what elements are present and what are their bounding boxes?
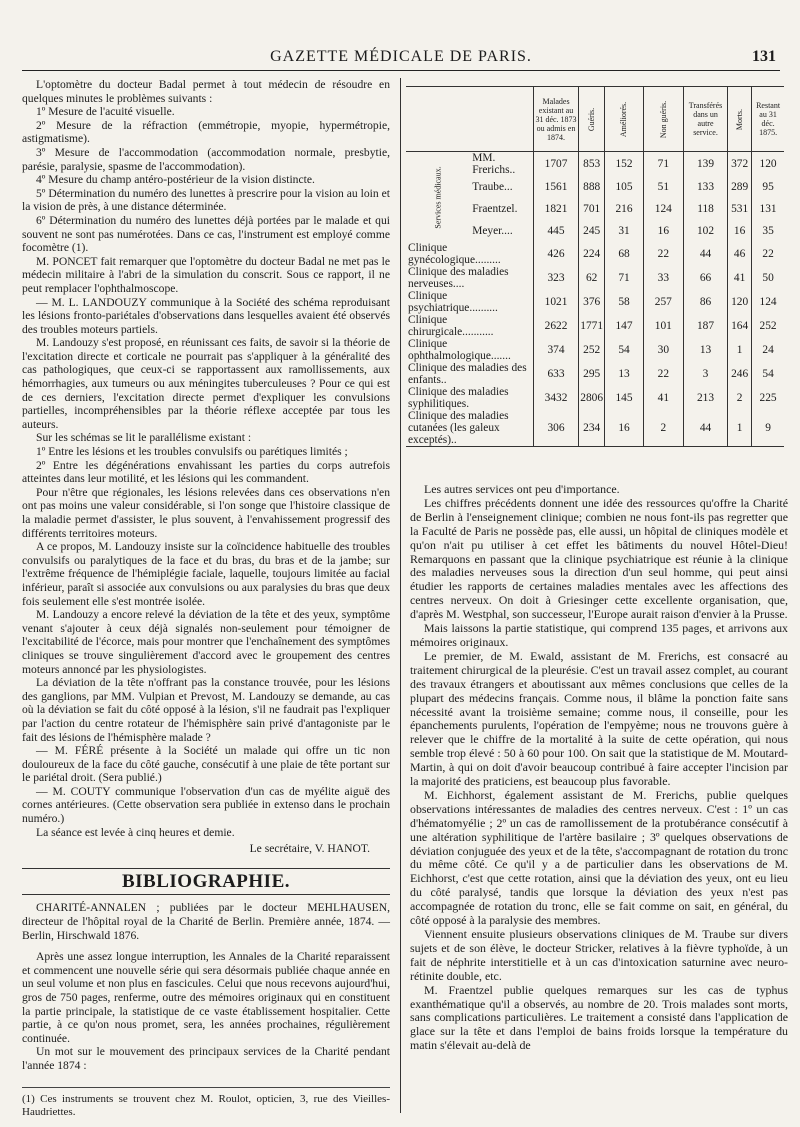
paragraph: — M. L. LANDOUZY communique à la Société des schéma reproduisant les lésions fronto-pariétales d'observations dans lesquelles avaient été observés des troubles moteurs partiels. xyxy=(22,295,390,336)
table-cell: 16 xyxy=(605,410,643,447)
table-cell: 216 xyxy=(605,198,643,220)
paragraph: 1º Entre les lésions et les troubles convulsifs ou parétiques limités ; xyxy=(36,445,348,459)
table-cell: 1 xyxy=(728,410,752,447)
table-row xyxy=(406,290,784,314)
paragraph: A ce propos, M. Landouzy insiste sur la coïncidence habituelle des troubles convulsifs ou paralytiques de la face et du bras, du bras et de la jambe; sur l'extrême fréquence de l'hémiplégie faciale, laquelle, toujours limitée au facial inférieur, paraît si associée aux convulsions ou aux paralysies du bras que deux fois seulement elle s'est montrée isolée. xyxy=(22,540,390,608)
table-cell: 213 xyxy=(684,386,728,410)
row-label: MM. Frerichs.. xyxy=(472,152,516,176)
table-cell: 41 xyxy=(728,266,752,290)
table-cell: 118 xyxy=(684,198,728,220)
paragraph: L'optomètre du docteur Badal permet à tout médecin de résoudre en quelques minutes le problèmes suivants : xyxy=(22,78,390,105)
table-cell: 2 xyxy=(728,386,752,410)
table-cell: 24 xyxy=(752,338,784,362)
paragraph: Les autres services ont peu d'importance. xyxy=(424,482,620,496)
table-row xyxy=(406,266,784,290)
table-cell: 1021 xyxy=(534,290,579,314)
table-cell: 101 xyxy=(643,314,683,338)
table-cell: 33 xyxy=(643,266,683,290)
table-cell: 426 xyxy=(534,242,579,266)
table-cell: 44 xyxy=(684,242,728,266)
row-label: Clinique ophthalmologique....... xyxy=(408,338,511,362)
table-cell: 633 xyxy=(534,362,579,386)
table-cell: 51 xyxy=(643,176,683,198)
list-item: 5º Détermination du numéro des lunettes à prescrire pour la vision au loin et la vision de près, à une distance déterminée. xyxy=(22,186,390,214)
row-label: Clinique gynécologique......... xyxy=(408,242,501,266)
table-cell: 95 xyxy=(752,176,784,198)
table-cell: 2806 xyxy=(579,386,605,410)
page-number: 131 xyxy=(752,48,776,65)
row-group-label: Services médicaux. xyxy=(433,165,443,229)
table-cell: 35 xyxy=(752,220,784,242)
table-row xyxy=(406,386,784,410)
column-divider xyxy=(400,78,401,1113)
row-label: Clinique des maladies cutanées (les galeux exceptés).. xyxy=(406,410,534,447)
paragraph: CHARITÉ-ANNALEN ; publiées par le docteur MEHLHAUSEN, directeur de l'hôpital royal de la Charité de Berlin. Première année, 1874. — Berlin, Hirschwald 1876. xyxy=(22,901,390,942)
table-cell: 62 xyxy=(579,266,605,290)
paragraph: Pour n'être que régionales, les lésions relevées dans ces observations n'en ont pas moins une valeur considérable, si l'on songe que l'histoire classique de la maladie permet d'assister, le plus souvent, à l'envahissement progressif des différents territoires moteurs. xyxy=(22,485,390,540)
paragraph: La séance est levée à cinq heures et demie. xyxy=(36,825,235,839)
table-cell: 2622 xyxy=(534,314,579,338)
table-cell: 152 xyxy=(605,152,643,177)
paragraph: M. Landouzy a encore relevé la déviation de la tête et des yeux, symptôme venant s'ajouter à ceux déjà signalés non-seulement pour témoigner de l'excitabilité de l'écorce, mais pour montrer que l'enchaînement des symptômes cliniques se trouve singulièrement d'accord avec le groupement des centres moteurs annoncé par les physiologistes. xyxy=(22,608,390,676)
row-label: Meyer.... xyxy=(472,225,513,237)
table-cell: 139 xyxy=(684,152,728,177)
table-cell: 133 xyxy=(684,176,728,198)
table-cell: 2 xyxy=(643,410,683,447)
column-header: Non guéris. xyxy=(643,87,683,152)
table-cell: 124 xyxy=(643,198,683,220)
table-cell: 120 xyxy=(728,290,752,314)
table-cell: 1561 xyxy=(534,176,579,198)
table-cell: 225 xyxy=(752,386,784,410)
table-cell: 289 xyxy=(728,176,752,198)
table-cell: 124 xyxy=(752,290,784,314)
table-cell: 16 xyxy=(728,220,752,242)
list-item: 1º Mesure de l'acuité visuelle. xyxy=(36,105,175,119)
table-cell: 295 xyxy=(579,362,605,386)
table-cell: 888 xyxy=(579,176,605,198)
table-cell: 30 xyxy=(643,338,683,362)
left-column xyxy=(22,78,390,1120)
table-cell: 66 xyxy=(684,266,728,290)
row-label: Clinique des maladies syphilitiques. xyxy=(408,386,509,410)
paragraph: Sur les schémas se lit le parallélisme existant : xyxy=(36,431,252,445)
row-label: Fraentzel. xyxy=(472,203,518,215)
table-cell: 376 xyxy=(579,290,605,314)
list-item: 2º Mesure de la réfraction (emmétropie, myopie, hypermétropie, astigmatisme). xyxy=(22,118,390,146)
table-cell: 9 xyxy=(752,410,784,447)
table-cell: 1821 xyxy=(534,198,579,220)
table-cell: 105 xyxy=(605,176,643,198)
table-cell: 374 xyxy=(534,338,579,362)
row-label: Clinique des maladies nerveuses.... xyxy=(408,266,509,290)
page-header xyxy=(22,44,780,71)
paragraph: Viennent ensuite plusieurs observations cliniques de M. Traube sur divers sujets et de son élève, le docteur Stricker, relatives à la fièvre typhoïde, à un fait de néphrite interstitielle et à un cas d'intoxication saturnine avec neuro-rétinite double, etc. xyxy=(410,927,788,983)
table-cell: 50 xyxy=(752,266,784,290)
paragraph: — M. FÉRÉ présente à la Société un malade qui offre un tic non douloureux de la face du côté gauche, consécutif à une plaie de tête portant sur le pariétal droit. (Sera publié.) xyxy=(22,744,390,785)
paragraph: Les chiffres précédents donnent une idée des ressources qu'offre la Charité de Berlin à l'enseignement clinique; combien ne nous font-ils pas regretter que la Faculté de Paris ne possède pas, elle aussi, un hôpital de cliniques modèle et qu'on n'ait pu utiliser à cet effet les bâtiments du nouvel Hôtel-Dieu! Remarquons en passant que la clinique psychiatrique est réunie à la clinique des maladies nerveuses sous la direction d'un seul homme, qui peut ainsi étudier les rapports de certaines maladies mentales avec les affections des centres nerveux. On doit à Griesinger cette excellente organisation, que, d'après M. Westphal, son successeur, l'Europe aurait raison d'envier à la Prusse. xyxy=(410,495,788,622)
table-cell: 54 xyxy=(752,362,784,386)
table-cell: 120 xyxy=(752,152,784,177)
table-row xyxy=(406,410,784,447)
row-label: Clinique chirurgicale........... xyxy=(408,314,494,338)
table-cell: 245 xyxy=(579,220,605,242)
table-cell: 1707 xyxy=(534,152,579,177)
table-cell: 16 xyxy=(643,220,683,242)
table-cell: 187 xyxy=(684,314,728,338)
statistics-table xyxy=(406,86,784,447)
paragraph: Après une assez longue interruption, les Annales de la Charité reparaissent et commencent une nouvelle série qui sera désormais publiée chaque année en un seul volume et non plus en fascicules. Celui que nous recevons aujourd'hui, gros de 750 pages, renferme, outre des mémoires originaux qui en constituent la partie principale, la statistique de ce vaste établissement hospitalier. Cette partie, à ce qu'on nous promet, sera, les années prochaines, régulièrement continuée. xyxy=(22,950,390,1045)
table-cell: 131 xyxy=(752,198,784,220)
column-header: Guéris. xyxy=(579,87,605,152)
table-row xyxy=(406,152,784,177)
table-cell: 13 xyxy=(684,338,728,362)
list-item: 6º Détermination du numéro des lunettes déjà portées par le malade et qui souvent ne sont pas numérotées. Dans ce cas, l'instrument est employé comme focomètre (1). xyxy=(22,213,390,255)
table-cell: 257 xyxy=(643,290,683,314)
signature: Le secrétaire, V. HANOT. xyxy=(249,842,370,856)
table-cell: 22 xyxy=(752,242,784,266)
table-row xyxy=(406,314,784,338)
table-corner xyxy=(406,87,534,152)
table-cell: 1 xyxy=(728,338,752,362)
list-item: 4º Mesure du champ antéro-postérieur de la vision distincte. xyxy=(36,173,315,187)
table-cell: 234 xyxy=(579,410,605,447)
table-cell: 71 xyxy=(643,152,683,177)
table-cell: 71 xyxy=(605,266,643,290)
table-cell: 41 xyxy=(643,386,683,410)
table-cell: 224 xyxy=(579,242,605,266)
table-cell: 145 xyxy=(605,386,643,410)
column-header: Transférés dans un autre service. xyxy=(684,87,728,152)
table-row xyxy=(406,242,784,266)
paragraph: — M. COUTY communique l'observation d'un cas de myélite aiguë des cornes antérieures. (Cette observation sera publiée in extenso dans le prochain numéro.) xyxy=(22,784,390,826)
table-cell: 306 xyxy=(534,410,579,447)
row-label: Clinique des maladies des enfants.. xyxy=(408,362,527,386)
section-title-bibliographie: BIBLIOGRAPHIE. xyxy=(22,868,390,896)
footnote: (1) Ces instruments se trouvent chez M. Roulot, opticien, 3, rue des Vieilles-Haudriettes. xyxy=(22,1087,390,1120)
paragraph: Un mot sur le mouvement des principaux services de la Charité pendant l'année 1874 : xyxy=(22,1045,390,1072)
paragraph: M. Eichhorst, également assistant de M. Frerichs, publie quelques observations intéressantes de maladies des centres nerveux. C'est : 1º un cas d'hématomyélie ; 2º un cas de ramollissement de la protubérance consécutif à une altération syphilitique de l'artère basilaire ; 3º quelques observations de déviation conjuguée des yeux et de la tête, s'accompagnant de rotation du tronc du même côté. Ce qu'il y a de particulier dans les observations de M. Eichhorst, c'est que cette rotation, ainsi que la déviation des yeux, ont eu lieu du côté paralysé, tandis que lorsque la déviation des yeux n'est pas accompagnée de rotation du tronc, elle se fait comme on sait, en général, du côté opposé à la paralysie des membres. xyxy=(410,787,788,928)
table-cell: 44 xyxy=(684,410,728,447)
paragraph: M. PONCET fait remarquer que l'optomètre du docteur Badal ne met pas le médecin militaire à l'abri de la simulation du conscrit. Sous ce rapport, il ne peut remplacer l'ophthalmoscope. xyxy=(22,254,390,295)
table-cell: 323 xyxy=(534,266,579,290)
table-cell: 86 xyxy=(684,290,728,314)
column-header: Malades existant au 31 déc. 1873 ou admis en 1874. xyxy=(534,87,579,152)
column-header: Restant au 31 déc. 1875. xyxy=(752,87,784,152)
row-label: Traube... xyxy=(472,181,513,193)
table-cell: 853 xyxy=(579,152,605,177)
table-cell: 1771 xyxy=(579,314,605,338)
list-item: 3º Mesure de l'accommodation (accommodation normale, presbytie, parésie, paralysie, spasme de l'accommodation). xyxy=(22,145,390,173)
table-cell: 701 xyxy=(579,198,605,220)
table-cell: 164 xyxy=(728,314,752,338)
table-cell: 31 xyxy=(605,220,643,242)
table-cell: 147 xyxy=(605,314,643,338)
table-cell: 252 xyxy=(579,338,605,362)
column-header: Morts. xyxy=(728,87,752,152)
table-cell: 13 xyxy=(605,362,643,386)
paragraph: M. Landouzy s'est proposé, en réunissant ces faits, de savoir si la théorie de l'excitation directe et corticale ne pourrait pas s'appliquer à la généralité des cas pathologiques, que ceux-ci se rapportassent aux ramollissements, aux hémorrhagies, aux tumeurs ou aux méningites tuberculeuses ? Pour ce qui est de ces derniers, l'excitation directe permet d'expliquer les convulsions partielles, incompréhensibles par la théorie réflexe acceptée par tous les auteurs. xyxy=(22,336,390,431)
table-cell: 46 xyxy=(728,242,752,266)
paragraph: La déviation de la tête n'offrant pas la constance trouvée, pour les lésions des ganglions, par MM. Vulpian et Prevost, M. Landouzy se demande, au cas où la déviation se fait du côté opposé à la lésion, s'il ne faudrait pas l'expliquer par l'action du centre rotateur de l'hémisphère sain privé d'antagoniste par le fait des lésions de l'hémisphère malade ? xyxy=(22,676,390,744)
table-cell: 22 xyxy=(643,362,683,386)
column-header: Améliorés. xyxy=(605,87,643,152)
table-cell: 22 xyxy=(643,242,683,266)
table-cell: 3 xyxy=(684,362,728,386)
table-cell: 246 xyxy=(728,362,752,386)
table-cell: 54 xyxy=(605,338,643,362)
table-row xyxy=(406,362,784,386)
table-cell: 372 xyxy=(728,152,752,177)
paragraph: Le premier, de M. Ewald, assistant de M. Frerichs, est consacré au traitement chirurgical de la pleurésie. C'est un travail assez complet, au courant des travaux étrangers et aboutissant aux mêmes conclusions que celles de la plupart des médecins français. Comme nous, il blâme la ponction faite sans nécessité avant la troisième semaine; comme nous, il conseille, pour les épanchements purulents, l'opération de l'empyème; nous ne trouvons guère à relever que le chiffre de la mortalité à la suite de cette opération, qui nous semble trop élevé : 50 à 60 pour 100. On sait que la statistique de M. Moutard-Martin, à qui on doit d'avoir beaucoup contribué à faire accepter l'incision par la majorité des praticiens, est beaucoup plus favorable. xyxy=(410,648,788,789)
table-cell: 3432 xyxy=(534,386,579,410)
table-cell: 445 xyxy=(534,220,579,242)
paragraph: Mais laissons la partie statistique, qui comprend 135 pages, et arrivons aux mémoires originaux. xyxy=(410,621,788,649)
table-cell: 252 xyxy=(752,314,784,338)
row-label: Clinique psychiatrique.......... xyxy=(408,290,498,314)
journal-title: GAZETTE MÉDICALE DE PARIS. xyxy=(270,48,532,65)
paragraph: 2º Entre les dégénérations envahissant les parties du corps autrefois atteintes dans leur motilité, et les lésions qui les commandent. xyxy=(22,458,390,486)
table-cell: 58 xyxy=(605,290,643,314)
table-cell: 102 xyxy=(684,220,728,242)
right-column xyxy=(410,483,788,1053)
table-cell: 68 xyxy=(605,242,643,266)
table-cell: 531 xyxy=(728,198,752,220)
table-row xyxy=(406,338,784,362)
paragraph: M. Fraentzel publie quelques remarques sur les cas de typhus exanthématique qu'il a observés, au nombre de 20. Trois malades sont morts, sans complications particulières. Le traitement a consisté dans l'application de glace sur la tête et dans l'emploi de bains froids lorsque la température du matin s'élevait au-delà de xyxy=(410,982,788,1053)
